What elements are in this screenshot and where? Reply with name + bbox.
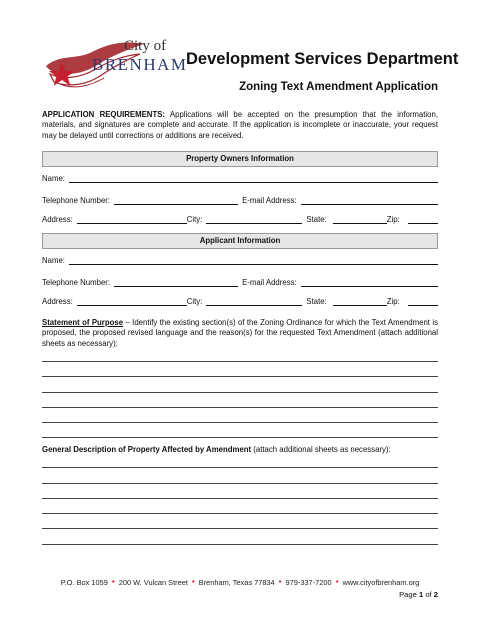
page-number <box>399 590 438 599</box>
footer-po-box: P.O. Box 1059 <box>60 578 108 587</box>
owner-name-label: Name: <box>42 174 65 183</box>
description-line[interactable] <box>42 483 438 484</box>
owner-address-field[interactable] <box>77 215 187 224</box>
description-line[interactable] <box>42 467 438 468</box>
general-description-heading: General Description of Property Affected by Amendment <box>42 445 252 454</box>
applicant-city-field[interactable] <box>206 297 302 306</box>
requirements-text: Applications will be accepted on the presumption that the information, materials, and signatures are complete and accurate. If the application is incomplete or inaccurate, your request may be delayed until corrections or additions are received. <box>42 110 438 140</box>
applicant-address-row <box>42 296 438 306</box>
footer-separator: * <box>335 578 339 587</box>
applicant-address-field[interactable] <box>77 297 187 306</box>
statement-line[interactable] <box>42 392 438 393</box>
footer-city-state: Brenham, Texas 77834 <box>198 578 275 587</box>
statement-of-purpose <box>42 318 438 349</box>
footer-separator: * <box>278 578 282 587</box>
owner-section-header: Property Owners Information <box>42 151 438 167</box>
description-line[interactable] <box>42 513 438 514</box>
general-description-note: (attach additional sheets as necessary): <box>251 445 391 454</box>
footer-phone: 979-337-7200 <box>285 578 332 587</box>
owner-city-label: City: <box>186 215 203 224</box>
page-total: 2 <box>433 590 438 599</box>
applicant-city-label: City: <box>186 297 203 306</box>
form-title: Zoning Text Amendment Application <box>239 81 438 93</box>
owner-zip-label: Zip: <box>386 215 400 224</box>
owner-name-row <box>42 173 438 183</box>
general-description <box>42 445 438 454</box>
footer-contact <box>0 578 480 587</box>
statement-line[interactable] <box>42 361 438 362</box>
footer-street: 200 W. Vulcan Street <box>118 578 188 587</box>
statement-line[interactable] <box>42 376 438 377</box>
statement-heading: Statement of Purpose <box>42 318 124 327</box>
owner-address-label: Address: <box>42 215 73 224</box>
owner-telephone-field[interactable] <box>114 196 238 205</box>
applicant-zip-field[interactable] <box>408 297 438 306</box>
footer-separator: * <box>111 578 115 587</box>
statement-line[interactable] <box>42 407 438 408</box>
statement-text: – Identify the existing section(s) of the Zoning Ordinance for which the Text Amendment is proposed, the proposed revised language and the reason(s) for the requested Text Amendment (attach additional sheets as necessary): <box>42 318 438 348</box>
owner-city-field[interactable] <box>206 215 302 224</box>
description-line[interactable] <box>42 528 438 529</box>
application-requirements <box>42 110 438 141</box>
applicant-name-row <box>42 255 438 265</box>
owner-state-field[interactable] <box>333 215 387 224</box>
footer-separator: * <box>191 578 195 587</box>
applicant-telephone-field[interactable] <box>114 278 238 287</box>
page-current: 1 <box>418 590 424 599</box>
owner-state-label: State: <box>306 215 327 224</box>
applicant-name-label: Name: <box>42 256 65 265</box>
applicant-address-label: Address: <box>42 297 73 306</box>
owner-email-field[interactable] <box>301 196 438 205</box>
applicant-section-header: Applicant Information <box>42 233 438 249</box>
city-of-brenham-logo <box>40 30 190 102</box>
page-of: of <box>423 590 434 599</box>
logo-city-name: BRENHAM <box>92 55 188 74</box>
applicant-email-field[interactable] <box>301 278 438 287</box>
owner-email-label: E-mail Address: <box>242 196 297 205</box>
requirements-heading: APPLICATION REQUIREMENTS: <box>42 110 165 119</box>
applicant-email-label: E-mail Address: <box>242 278 297 287</box>
owner-address-row <box>42 214 438 224</box>
applicant-telephone-label: Telephone Number: <box>42 278 111 287</box>
applicant-name-field[interactable] <box>69 256 438 265</box>
description-line[interactable] <box>42 498 438 499</box>
applicant-contact-row <box>42 277 438 287</box>
statement-line[interactable] <box>42 422 438 423</box>
owner-name-field[interactable] <box>69 174 438 183</box>
department-title: Development Services Department <box>186 50 459 68</box>
owner-telephone-label: Telephone Number: <box>42 196 111 205</box>
page-prefix: Page <box>399 590 419 599</box>
applicant-zip-label: Zip: <box>386 297 400 306</box>
applicant-state-label: State: <box>306 297 327 306</box>
logo-city-of: City of <box>124 38 167 54</box>
applicant-state-field[interactable] <box>333 297 387 306</box>
owner-zip-field[interactable] <box>408 215 438 224</box>
description-line[interactable] <box>42 544 438 545</box>
owner-contact-row <box>42 195 438 205</box>
statement-line[interactable] <box>42 437 438 438</box>
footer-website: www.cityofbrenham.org <box>342 578 420 587</box>
